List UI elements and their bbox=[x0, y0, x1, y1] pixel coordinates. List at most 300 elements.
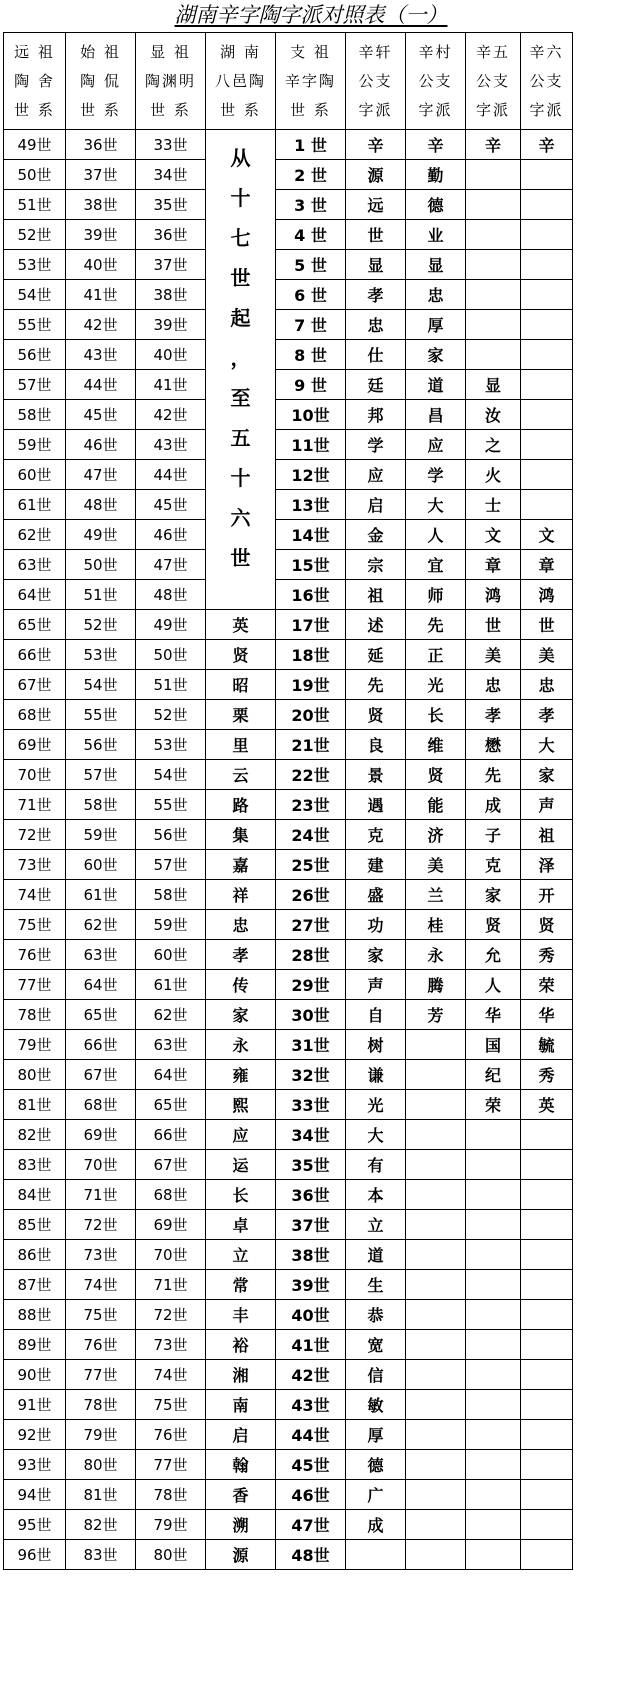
table-row bbox=[4, 1000, 573, 1030]
table-cell: 英 bbox=[521, 1090, 573, 1120]
table-cell: 56世 bbox=[66, 730, 136, 760]
column-header-line: 陶 舍 bbox=[14, 71, 55, 90]
table-cell: 勤 bbox=[406, 160, 466, 190]
table-cell bbox=[521, 160, 573, 190]
column-header bbox=[276, 33, 346, 130]
table-cell bbox=[466, 1120, 521, 1150]
table-cell bbox=[521, 460, 573, 490]
table-cell: 80世 bbox=[4, 1060, 66, 1090]
table-cell bbox=[406, 1270, 466, 1300]
table-cell: 10世 bbox=[276, 400, 346, 430]
table-cell: 44世 bbox=[136, 460, 206, 490]
table-cell: 大 bbox=[521, 730, 573, 760]
table-cell: 74世 bbox=[136, 1360, 206, 1390]
table-cell: 光 bbox=[346, 1090, 406, 1120]
table-cell: 汝 bbox=[466, 400, 521, 430]
table-cell: 8 世 bbox=[276, 340, 346, 370]
table-cell: 美 bbox=[406, 850, 466, 880]
table-cell: 28世 bbox=[276, 940, 346, 970]
table-cell: 南 bbox=[206, 1390, 276, 1420]
table-cell: 79世 bbox=[66, 1420, 136, 1450]
table-cell: 英 bbox=[206, 610, 276, 640]
table-row bbox=[4, 1120, 573, 1150]
table-cell: 大 bbox=[346, 1120, 406, 1150]
table-cell bbox=[406, 1150, 466, 1180]
table-cell: 湘 bbox=[206, 1360, 276, 1390]
table-cell: 26世 bbox=[276, 880, 346, 910]
table-cell: 61世 bbox=[136, 970, 206, 1000]
table-cell: 24世 bbox=[276, 820, 346, 850]
table-cell bbox=[466, 1390, 521, 1420]
table-cell: 88世 bbox=[4, 1300, 66, 1330]
table-cell: 宽 bbox=[346, 1330, 406, 1360]
table-cell: 先 bbox=[466, 760, 521, 790]
column-header bbox=[66, 33, 136, 130]
table-cell: 家 bbox=[521, 760, 573, 790]
table-cell: 章 bbox=[521, 550, 573, 580]
table-cell bbox=[466, 1510, 521, 1540]
table-row bbox=[4, 1450, 573, 1480]
table-cell: 熙 bbox=[206, 1090, 276, 1120]
table-cell: 显 bbox=[406, 250, 466, 280]
table-row bbox=[4, 580, 573, 610]
table-cell: 47世 bbox=[66, 460, 136, 490]
table-cell: 37世 bbox=[136, 250, 206, 280]
table-cell bbox=[406, 1420, 466, 1450]
table-cell bbox=[466, 1180, 521, 1210]
table-cell: 96世 bbox=[4, 1540, 66, 1570]
note-char: ， bbox=[230, 346, 251, 370]
table-cell: 71世 bbox=[4, 790, 66, 820]
table-cell: 遇 bbox=[346, 790, 406, 820]
table-cell: 道 bbox=[406, 370, 466, 400]
note-char: 世 bbox=[230, 546, 251, 570]
table-cell: 业 bbox=[406, 220, 466, 250]
table-cell bbox=[406, 1450, 466, 1480]
generation-comparison-table bbox=[3, 32, 573, 1570]
table-cell: 光 bbox=[406, 670, 466, 700]
column-header-line: 湖 南 bbox=[220, 42, 261, 61]
column-header-line: 公支 bbox=[529, 71, 564, 90]
table-cell: 76世 bbox=[66, 1330, 136, 1360]
table-cell bbox=[466, 190, 521, 220]
table-cell: 维 bbox=[406, 730, 466, 760]
column-header bbox=[4, 33, 66, 130]
table-cell bbox=[521, 1450, 573, 1480]
table-cell: 4 世 bbox=[276, 220, 346, 250]
table-cell: 美 bbox=[466, 640, 521, 670]
table-cell: 41世 bbox=[276, 1330, 346, 1360]
note-char: 五 bbox=[230, 426, 251, 450]
table-cell: 43世 bbox=[136, 430, 206, 460]
table-row bbox=[4, 820, 573, 850]
table-cell: 忠 bbox=[206, 910, 276, 940]
table-cell: 79世 bbox=[4, 1030, 66, 1060]
table-cell: 82世 bbox=[66, 1510, 136, 1540]
table-cell: 20世 bbox=[276, 700, 346, 730]
table-cell: 雍 bbox=[206, 1060, 276, 1090]
table-cell: 59世 bbox=[66, 820, 136, 850]
table-cell: 42世 bbox=[136, 400, 206, 430]
table-cell: 78世 bbox=[136, 1480, 206, 1510]
table-cell: 90世 bbox=[4, 1360, 66, 1390]
table-cell bbox=[521, 220, 573, 250]
table-cell: 37世 bbox=[66, 160, 136, 190]
table-cell: 厚 bbox=[346, 1420, 406, 1450]
table-cell: 景 bbox=[346, 760, 406, 790]
table-cell: 38世 bbox=[276, 1240, 346, 1270]
table-cell: 华 bbox=[521, 1000, 573, 1030]
table-cell: 70世 bbox=[136, 1240, 206, 1270]
table-cell: 18世 bbox=[276, 640, 346, 670]
table-cell: 38世 bbox=[136, 280, 206, 310]
note-char: 六 bbox=[230, 506, 251, 530]
table-cell: 学 bbox=[406, 460, 466, 490]
table-cell: 67世 bbox=[136, 1150, 206, 1180]
table-cell: 64世 bbox=[66, 970, 136, 1000]
table-cell: 辛 bbox=[521, 130, 573, 160]
table-cell bbox=[466, 250, 521, 280]
table-cell: 66世 bbox=[66, 1030, 136, 1060]
table-cell: 芳 bbox=[406, 1000, 466, 1030]
table-cell bbox=[521, 280, 573, 310]
table-cell: 78世 bbox=[4, 1000, 66, 1030]
table-row bbox=[4, 880, 573, 910]
table-cell: 91世 bbox=[4, 1390, 66, 1420]
table-cell bbox=[346, 1540, 406, 1570]
table-cell: 29世 bbox=[276, 970, 346, 1000]
table-row bbox=[4, 1420, 573, 1450]
table-cell bbox=[521, 1390, 573, 1420]
table-cell: 86世 bbox=[4, 1240, 66, 1270]
table-cell: 62世 bbox=[66, 910, 136, 940]
table-row bbox=[4, 970, 573, 1000]
table-cell: 16世 bbox=[276, 580, 346, 610]
table-cell: 38世 bbox=[66, 190, 136, 220]
note-char: 至 bbox=[230, 386, 251, 410]
table-cell: 83世 bbox=[4, 1150, 66, 1180]
table-cell: 应 bbox=[406, 430, 466, 460]
table-cell: 62世 bbox=[4, 520, 66, 550]
table-cell: 人 bbox=[406, 520, 466, 550]
table-cell: 忠 bbox=[406, 280, 466, 310]
table-cell: 7 世 bbox=[276, 310, 346, 340]
table-cell bbox=[521, 250, 573, 280]
table-cell: 荣 bbox=[521, 970, 573, 1000]
table-cell: 源 bbox=[206, 1540, 276, 1570]
table-cell bbox=[466, 1240, 521, 1270]
column-header-line: 远 祖 bbox=[14, 42, 55, 61]
table-cell: 68世 bbox=[66, 1090, 136, 1120]
table-cell: 41世 bbox=[136, 370, 206, 400]
column-header-line: 世 系 bbox=[80, 100, 121, 119]
table-cell: 毓 bbox=[521, 1030, 573, 1060]
table-row bbox=[4, 340, 573, 370]
table-cell: 济 bbox=[406, 820, 466, 850]
table-cell: 厚 bbox=[406, 310, 466, 340]
table-cell: 运 bbox=[206, 1150, 276, 1180]
table-cell: 25世 bbox=[276, 850, 346, 880]
table-cell: 香 bbox=[206, 1480, 276, 1510]
table-cell: 源 bbox=[346, 160, 406, 190]
table-cell: 火 bbox=[466, 460, 521, 490]
table-cell: 长 bbox=[406, 700, 466, 730]
table-cell: 42世 bbox=[276, 1360, 346, 1390]
column-header-line: 世 系 bbox=[290, 100, 331, 119]
table-cell: 48世 bbox=[66, 490, 136, 520]
table-cell: 35世 bbox=[276, 1150, 346, 1180]
table-cell bbox=[406, 1360, 466, 1390]
table-cell: 58世 bbox=[66, 790, 136, 820]
table-cell bbox=[466, 1450, 521, 1480]
table-cell: 67世 bbox=[66, 1060, 136, 1090]
table-cell: 50世 bbox=[66, 550, 136, 580]
table-cell: 43世 bbox=[276, 1390, 346, 1420]
table-cell: 41世 bbox=[66, 280, 136, 310]
table-cell: 75世 bbox=[66, 1300, 136, 1330]
table-cell: 国 bbox=[466, 1030, 521, 1060]
note-char: 世 bbox=[230, 266, 251, 290]
table-cell: 70世 bbox=[4, 760, 66, 790]
table-cell: 75世 bbox=[136, 1390, 206, 1420]
table-cell: 5 世 bbox=[276, 250, 346, 280]
table-cell: 48世 bbox=[276, 1540, 346, 1570]
table-cell: 65世 bbox=[136, 1090, 206, 1120]
table-cell: 45世 bbox=[276, 1450, 346, 1480]
table-cell: 53世 bbox=[4, 250, 66, 280]
column-header-line: 辛村 bbox=[418, 42, 453, 61]
table-cell: 荣 bbox=[466, 1090, 521, 1120]
table-cell: 76世 bbox=[4, 940, 66, 970]
table-cell: 克 bbox=[346, 820, 406, 850]
table-cell: 52世 bbox=[136, 700, 206, 730]
table-cell: 启 bbox=[206, 1420, 276, 1450]
table-cell: 57世 bbox=[4, 370, 66, 400]
table-cell: 61世 bbox=[66, 880, 136, 910]
column-header-line: 显 祖 bbox=[150, 42, 191, 61]
table-cell: 73世 bbox=[136, 1330, 206, 1360]
table-cell: 60世 bbox=[136, 940, 206, 970]
table-cell: 54世 bbox=[4, 280, 66, 310]
table-cell: 42世 bbox=[66, 310, 136, 340]
table-cell: 70世 bbox=[66, 1150, 136, 1180]
page-title: 湖南辛字陶字派对照表（一） bbox=[174, 3, 448, 27]
table-cell: 懋 bbox=[466, 730, 521, 760]
table-row bbox=[4, 940, 573, 970]
table-cell: 谦 bbox=[346, 1060, 406, 1090]
table-cell: 文 bbox=[466, 520, 521, 550]
table-row bbox=[4, 1390, 573, 1420]
table-row bbox=[4, 1480, 573, 1510]
table-row bbox=[4, 910, 573, 940]
table-cell: 22世 bbox=[276, 760, 346, 790]
note-char: 十 bbox=[230, 186, 251, 210]
table-cell: 华 bbox=[466, 1000, 521, 1030]
table-cell bbox=[521, 1180, 573, 1210]
table-cell bbox=[521, 1300, 573, 1330]
table-row bbox=[4, 1510, 573, 1540]
table-cell: 72世 bbox=[66, 1210, 136, 1240]
table-cell bbox=[466, 1420, 521, 1450]
table-row bbox=[4, 790, 573, 820]
table-cell: 秀 bbox=[521, 1060, 573, 1090]
table-cell: 75世 bbox=[4, 910, 66, 940]
table-cell bbox=[406, 1240, 466, 1270]
table-cell bbox=[466, 160, 521, 190]
table-cell: 44世 bbox=[66, 370, 136, 400]
table-cell: 贤 bbox=[406, 760, 466, 790]
table-cell: 金 bbox=[346, 520, 406, 550]
table-cell: 家 bbox=[206, 1000, 276, 1030]
table-cell: 长 bbox=[206, 1180, 276, 1210]
table-cell: 云 bbox=[206, 760, 276, 790]
table-cell: 40世 bbox=[136, 340, 206, 370]
table-row bbox=[4, 1330, 573, 1360]
table-cell: 立 bbox=[206, 1240, 276, 1270]
table-row bbox=[4, 1240, 573, 1270]
table-cell bbox=[466, 1330, 521, 1360]
table-cell: 永 bbox=[206, 1030, 276, 1060]
table-cell: 73世 bbox=[66, 1240, 136, 1270]
table-cell: 贤 bbox=[466, 910, 521, 940]
table-cell: 36世 bbox=[66, 130, 136, 160]
table-cell bbox=[406, 1210, 466, 1240]
column-header-line: 字派 bbox=[358, 100, 393, 119]
column-header-line: 世 系 bbox=[14, 100, 55, 119]
table-cell: 良 bbox=[346, 730, 406, 760]
table-cell: 15世 bbox=[276, 550, 346, 580]
table-cell: 章 bbox=[466, 550, 521, 580]
table-cell: 57世 bbox=[136, 850, 206, 880]
table-cell: 孝 bbox=[346, 280, 406, 310]
table-cell bbox=[406, 1120, 466, 1150]
table-row bbox=[4, 1360, 573, 1390]
table-cell: 51世 bbox=[4, 190, 66, 220]
note-char: 十 bbox=[230, 466, 251, 490]
column-header-line: 世 系 bbox=[150, 100, 191, 119]
table-cell: 58世 bbox=[136, 880, 206, 910]
table-cell: 家 bbox=[466, 880, 521, 910]
table-row bbox=[4, 430, 573, 460]
table-cell: 67世 bbox=[4, 670, 66, 700]
table-cell bbox=[466, 1270, 521, 1300]
table-cell bbox=[521, 1120, 573, 1150]
table-cell: 30世 bbox=[276, 1000, 346, 1030]
table-cell: 信 bbox=[346, 1360, 406, 1390]
table-cell: 孝 bbox=[521, 700, 573, 730]
table-cell: 64世 bbox=[4, 580, 66, 610]
table-cell bbox=[521, 1510, 573, 1540]
table-cell: 兰 bbox=[406, 880, 466, 910]
table-cell: 德 bbox=[346, 1450, 406, 1480]
table-cell bbox=[521, 340, 573, 370]
table-row bbox=[4, 130, 573, 160]
table-cell: 74世 bbox=[66, 1270, 136, 1300]
table-cell: 87世 bbox=[4, 1270, 66, 1300]
table-cell: 65世 bbox=[66, 1000, 136, 1030]
table-cell: 77世 bbox=[4, 970, 66, 1000]
table-cell: 昭 bbox=[206, 670, 276, 700]
table-cell: 功 bbox=[346, 910, 406, 940]
table-row bbox=[4, 310, 573, 340]
table-cell bbox=[521, 1150, 573, 1180]
header-row bbox=[4, 33, 573, 130]
table-cell: 73世 bbox=[4, 850, 66, 880]
table-cell: 3 世 bbox=[276, 190, 346, 220]
table-row bbox=[4, 400, 573, 430]
table-cell bbox=[521, 1420, 573, 1450]
table-cell: 50世 bbox=[136, 640, 206, 670]
table-cell: 36世 bbox=[136, 220, 206, 250]
table-cell: 家 bbox=[406, 340, 466, 370]
table-cell: 39世 bbox=[66, 220, 136, 250]
table-cell bbox=[521, 310, 573, 340]
table-cell: 53世 bbox=[136, 730, 206, 760]
table-cell: 72世 bbox=[4, 820, 66, 850]
table-cell: 祖 bbox=[346, 580, 406, 610]
table-cell: 孝 bbox=[466, 700, 521, 730]
table-cell: 远 bbox=[346, 190, 406, 220]
table-cell: 59世 bbox=[4, 430, 66, 460]
table-cell: 正 bbox=[406, 640, 466, 670]
table-cell: 77世 bbox=[136, 1450, 206, 1480]
table-row bbox=[4, 1210, 573, 1240]
table-cell: 溯 bbox=[206, 1510, 276, 1540]
table-cell bbox=[521, 1240, 573, 1270]
table-cell: 17世 bbox=[276, 610, 346, 640]
table-cell: 先 bbox=[406, 610, 466, 640]
table-cell: 鸿 bbox=[466, 580, 521, 610]
table-cell: 72世 bbox=[136, 1300, 206, 1330]
table-cell: 81世 bbox=[66, 1480, 136, 1510]
table-row bbox=[4, 370, 573, 400]
table-cell: 45世 bbox=[136, 490, 206, 520]
column-header-line: 辛六 bbox=[529, 42, 564, 61]
table-cell: 显 bbox=[346, 250, 406, 280]
table-row bbox=[4, 520, 573, 550]
table-cell: 述 bbox=[346, 610, 406, 640]
table-cell: 49世 bbox=[136, 610, 206, 640]
table-cell: 邦 bbox=[346, 400, 406, 430]
table-cell: 57世 bbox=[66, 760, 136, 790]
table-cell: 宗 bbox=[346, 550, 406, 580]
table-cell bbox=[466, 310, 521, 340]
table-cell: 23世 bbox=[276, 790, 346, 820]
column-header-line: 公支 bbox=[418, 71, 453, 90]
table-row bbox=[4, 490, 573, 520]
table-cell: 有 bbox=[346, 1150, 406, 1180]
table-cell: 37世 bbox=[276, 1210, 346, 1240]
table-cell: 道 bbox=[346, 1240, 406, 1270]
note-char: 七 bbox=[230, 226, 251, 250]
table-row bbox=[4, 1180, 573, 1210]
table-cell: 74世 bbox=[4, 880, 66, 910]
column-header-line: 字派 bbox=[529, 100, 564, 119]
table-row bbox=[4, 160, 573, 190]
table-cell: 学 bbox=[346, 430, 406, 460]
table-cell: 40世 bbox=[66, 250, 136, 280]
table-cell: 桂 bbox=[406, 910, 466, 940]
column-header-line: 始 祖 bbox=[80, 42, 121, 61]
table-cell: 54世 bbox=[66, 670, 136, 700]
table-cell: 48世 bbox=[136, 580, 206, 610]
table-cell: 应 bbox=[206, 1120, 276, 1150]
table-cell bbox=[521, 370, 573, 400]
table-cell: 人 bbox=[466, 970, 521, 1000]
table-cell: 34世 bbox=[276, 1120, 346, 1150]
table-cell: 27世 bbox=[276, 910, 346, 940]
column-header bbox=[346, 33, 406, 130]
